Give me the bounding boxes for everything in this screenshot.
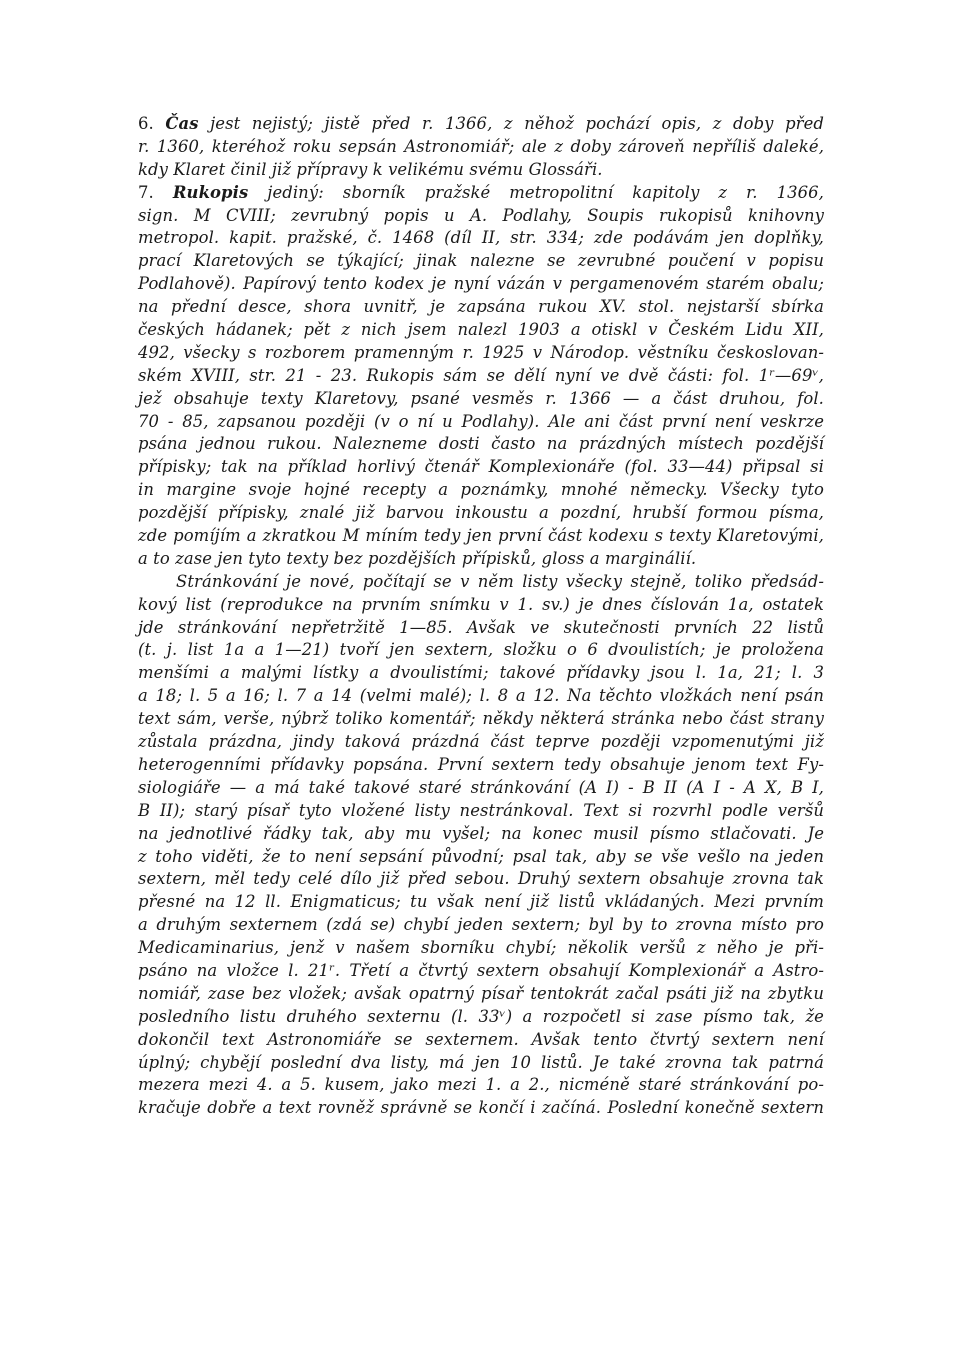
text-line — [138, 548, 824, 571]
line-text: zůstala prázdna, jindy taková prázdná část teprve později vzpomenutými již — [138, 732, 824, 752]
text-line — [138, 411, 824, 434]
text-line — [138, 1006, 824, 1029]
line-text: metropol. kapit. pražské, č. 1468 (díl II, str. 334; zde podávám jen doplňky, — [138, 228, 824, 248]
text-line — [138, 1097, 824, 1120]
text-line — [138, 182, 824, 205]
line-text: jež obsahuje texty Klaretovy, psané vesměs r. 1366 — a část druhou, fol. — [138, 388, 824, 408]
text-line — [138, 800, 824, 823]
line-text: přesné na 12 ll. Enigmaticus; tu však není již listů vkládaných. Mezi prvním — [138, 892, 824, 912]
text-line — [138, 777, 824, 800]
line-text: psáno na vložce l. 21ʳ. Třetí a čtvrtý sextern obsahují Komplexionář a Astro- — [138, 960, 824, 980]
section-number: 6. — [138, 114, 166, 133]
line-text: posledního listu druhého sexternu (l. 33ᵛ) a rozpočetl si zase písmo tak, že — [138, 1006, 824, 1026]
line-text: menšími a malými lístky a dvoulistími; takové přídavky jsou l. 1a, 21; l. 3 — [138, 663, 824, 683]
line-text: přípisky; tak na příklad horlivý čtenář Komplexionáře (fol. 33—44) připsal si — [138, 457, 824, 477]
line-text: psána jednou rukou. Nalezneme dosti často na prázdných místech pozdější — [138, 434, 824, 454]
line-text: sign. M CVIII; zevrubný popis u A. Podlahy, Soupis rukopisů knihovny — [138, 205, 824, 225]
text-line — [138, 273, 824, 296]
line-text: dokončil text Astronomiáře se sexternem. Avšak tento čtvrtý sextern není — [138, 1029, 824, 1049]
line-text: ském XVIII, str. 21 - 23. Rukopis sám se dělí nyní ve dvě části: fol. 1ʳ—69ᵛ, — [138, 365, 824, 385]
line-text: sextern, měl tedy celé dílo již před sebou. Druhý sextern obsahuje zrovna tak — [138, 869, 824, 889]
text-line — [138, 662, 824, 685]
text-line — [138, 205, 824, 228]
text-line — [138, 250, 824, 273]
line-text: in margine svoje hojné recepty a poznámky, mnohé německy. Všecky tyto — [138, 480, 824, 500]
text-line — [138, 136, 824, 159]
text-line — [138, 388, 824, 411]
line-text: (t. j. list 1a a 1—21) tvoří jen sextern, složku o 6 dvoulistích; je proložena — [138, 640, 824, 660]
line-text: Medicaminarius, jenž v našem sborníku chybí; několik veršů z něho je při- — [138, 938, 824, 958]
text-line — [138, 433, 824, 456]
line-text: kračuje dobře a text rovněž správně se končí i začíná. Poslední konečně sextern — [138, 1098, 824, 1118]
line-text: 492, všecky s rozborem pramenným r. 1925 v Národop. věstníku českoslovan- — [138, 342, 824, 362]
line-text: a to zase jen tyto texty bez pozdějších přípisků, gloss a marginálií. — [138, 548, 697, 568]
text-line — [138, 525, 824, 548]
text-line — [138, 754, 824, 777]
text-line — [138, 731, 824, 754]
line-text: Stránkování je nové, počítají se v něm listy všecky stejně, toliko předsád- — [176, 571, 824, 591]
text-line — [138, 296, 824, 319]
text-line — [138, 823, 824, 846]
line-text: jest nejistý; jistě před r. 1366, z něhož pochází opis, z doby před — [198, 114, 824, 133]
text-line — [138, 846, 824, 869]
line-text: pozdější přípisky, znalé již barvou inkoustu a pozdní, hrubší formou písma, — [138, 503, 824, 523]
line-text: zde pomíjím a zkratkou M míním tedy jen první část kodexu s texty Klaretovými, — [138, 526, 824, 546]
text-line — [138, 456, 824, 479]
line-text: 70 - 85, zapsanou později (v o ní u Podlahy). Ale ani část první není veskrze — [138, 411, 824, 431]
text-line — [138, 479, 824, 502]
text-line — [138, 891, 824, 914]
line-text: a 18; l. 5 a 16; l. 7 a 14 (velmi malé); l. 8 a 12. Na těchto vložkách není psán — [138, 686, 824, 706]
document-body — [138, 113, 824, 1120]
text-line — [138, 960, 824, 983]
line-text: r. 1360, kteréhož roku sepsán Astronomiář; ale z doby zároveň nepříliš daleké, — [138, 136, 824, 156]
text-line — [138, 571, 824, 594]
text-line — [138, 983, 824, 1006]
line-text: českých hádanek; pět z nich jsem nalezl 1903 a otiskl v Českém Lidu XII, — [138, 320, 824, 340]
text-line — [138, 159, 824, 182]
line-text: text sám, verše, nýbrž toliko komentář; někdy některá stránka nebo část strany — [138, 709, 824, 729]
text-line — [138, 113, 824, 136]
text-line — [138, 502, 824, 525]
line-text: na přední desce, shora uvnitř, je zapsána rukou XV. stol. nejstarší sbírka — [138, 297, 824, 317]
text-line — [138, 868, 824, 891]
line-text: jediný: sborník pražské metropolitní kapitoly z r. 1366, — [248, 182, 824, 202]
section-heading: Čas — [165, 114, 199, 133]
line-text: z toho viděti, že to není sepsání původní; psal tak, aby se vše vešlo na jeden — [138, 846, 824, 866]
line-text: úplný; chybějí poslední dva listy, má jen 10 listů. Je také zrovna tak patrná — [138, 1052, 824, 1072]
text-line — [138, 342, 824, 365]
text-line — [138, 319, 824, 342]
line-text: prací Klaretových se týkající; jinak nalezne se zevrubné poučení v popisu — [138, 251, 824, 271]
line-text: mezera mezi 4. a 5. kusem, jako mezi 1. a 2., nicméně staré stránkování po- — [138, 1075, 824, 1095]
text-line — [138, 1052, 824, 1075]
line-text: Podlahově). Papírový tento kodex je nyní vázán v pergamenovém starém obalu; — [138, 274, 824, 294]
text-line — [138, 937, 824, 960]
line-text: kdy Klaret činil již přípravy k velikému svému Glossáři. — [138, 159, 603, 179]
text-line — [138, 639, 824, 662]
text-line — [138, 617, 824, 640]
line-text: nomiář, zase bez vložek; avšak opatrný písař tentokrát začal psáti již na zbytku — [138, 983, 824, 1003]
text-line — [138, 708, 824, 731]
text-line — [138, 685, 824, 708]
line-text: siologiáře — a má také takové staré stránkování (A I) - B II (A I - A X, B I, — [138, 777, 824, 797]
section-heading: Rukopis — [172, 182, 249, 202]
line-text: B II); starý písař tyto vložené listy nestránkoval. Text si rozvrhl podle veršů — [138, 800, 824, 820]
text-line — [138, 227, 824, 250]
line-text: na jednotlivé řádky tak, aby mu vyšel; na konec musil písmo stlačovati. Je — [138, 823, 824, 843]
line-text: kový list (reprodukce na prvním snímku v 1. sv.) je dnes číslován 1a, ostatek — [138, 594, 824, 614]
line-text: jde stránkování nepřetržitě 1—85. Avšak ve skutečnosti prvních 22 listů — [138, 617, 824, 637]
line-text: a druhým sexternem (zdá se) chybí jeden sextern; byl by to zrovna místo pro — [138, 915, 824, 935]
text-line — [138, 914, 824, 937]
text-line — [138, 365, 824, 388]
text-line — [138, 1074, 824, 1097]
text-line — [138, 594, 824, 617]
section-number: 7. — [138, 182, 173, 202]
line-text: heterogenními přídavky popsána. První sextern tedy obsahuje jenom text Fy- — [138, 754, 824, 774]
text-line — [138, 1029, 824, 1052]
